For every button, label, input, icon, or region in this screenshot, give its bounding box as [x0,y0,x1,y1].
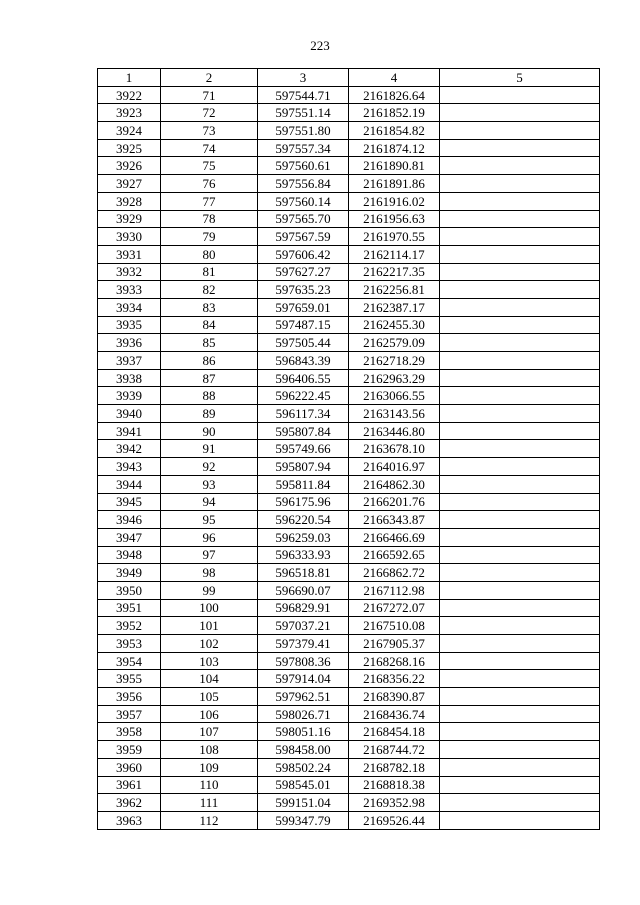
table-cell-col-3: 596117.34 [258,405,349,423]
table-cell-col-2: 103 [161,652,258,670]
table-cell-col-3: 596333.93 [258,546,349,564]
table-cell-col-2: 105 [161,688,258,706]
table-row [98,369,600,387]
table-cell-col-1: 3947 [98,528,161,546]
table-cell-col-3: 597551.14 [258,104,349,122]
table-cell-col-4: 2169526.44 [349,811,440,829]
table-row [98,794,600,812]
table-cell-col-4: 2163446.80 [349,422,440,440]
table-cell-col-5 [440,422,600,440]
table-cell-col-1: 3959 [98,741,161,759]
table-cell-col-2: 74 [161,139,258,157]
table-row [98,210,600,228]
table-row [98,670,600,688]
table-cell-col-4: 2162579.09 [349,334,440,352]
table-cell-col-2: 79 [161,228,258,246]
table-cell-col-2: 88 [161,387,258,405]
table-cell-col-3: 597560.14 [258,192,349,210]
table-cell-col-3: 598458.00 [258,741,349,759]
table-cell-col-1: 3950 [98,581,161,599]
table-cell-col-2: 73 [161,122,258,140]
table-row [98,405,600,423]
table-body [98,86,600,829]
table-row [98,387,600,405]
table-cell-col-4: 2167905.37 [349,635,440,653]
column-header-4: 4 [349,69,440,87]
table-cell-col-4: 2164862.30 [349,475,440,493]
table-cell-col-1: 3943 [98,458,161,476]
table-cell-col-5 [440,298,600,316]
table-cell-col-4: 2168356.22 [349,670,440,688]
table-cell-col-4: 2166592.65 [349,546,440,564]
table-cell-col-2: 107 [161,723,258,741]
table-cell-col-3: 595811.84 [258,475,349,493]
table-row [98,528,600,546]
table-cell-col-2: 87 [161,369,258,387]
table-cell-col-1: 3923 [98,104,161,122]
table-cell-col-2: 112 [161,811,258,829]
table-cell-col-3: 597560.61 [258,157,349,175]
table-cell-col-3: 597505.44 [258,334,349,352]
table-cell-col-2: 108 [161,741,258,759]
table-cell-col-2: 86 [161,352,258,370]
table-row [98,599,600,617]
table-cell-col-5 [440,688,600,706]
table-cell-col-3: 596829.91 [258,599,349,617]
table-row [98,458,600,476]
table-cell-col-2: 76 [161,175,258,193]
table-cell-col-2: 71 [161,86,258,104]
table-cell-col-3: 597544.71 [258,86,349,104]
table-cell-col-1: 3951 [98,599,161,617]
table-cell-col-1: 3940 [98,405,161,423]
table-cell-col-4: 2167112.98 [349,581,440,599]
table-cell-col-5 [440,245,600,263]
table-row [98,617,600,635]
table-cell-col-5 [440,369,600,387]
table-cell-col-3: 595749.66 [258,440,349,458]
table-row [98,298,600,316]
table-cell-col-4: 2168818.38 [349,776,440,794]
table-cell-col-5 [440,546,600,564]
table-cell-col-4: 2166343.87 [349,511,440,529]
table-cell-col-2: 95 [161,511,258,529]
table-cell-col-4: 2161890.81 [349,157,440,175]
table-cell-col-3: 597551.80 [258,122,349,140]
table-cell-col-1: 3954 [98,652,161,670]
table-cell-col-3: 597565.70 [258,210,349,228]
table-cell-col-1: 3944 [98,475,161,493]
table-cell-col-1: 3925 [98,139,161,157]
table-cell-col-2: 80 [161,245,258,263]
table-cell-col-3: 599151.04 [258,794,349,812]
table-cell-col-3: 597627.27 [258,263,349,281]
table-cell-col-1: 3922 [98,86,161,104]
table-cell-col-3: 598051.16 [258,723,349,741]
table-row [98,776,600,794]
table-cell-col-1: 3955 [98,670,161,688]
table-cell-col-4: 2167272.07 [349,599,440,617]
table-cell-col-4: 2161874.12 [349,139,440,157]
table-row [98,316,600,334]
table-cell-col-2: 98 [161,564,258,582]
table-cell-col-3: 597659.01 [258,298,349,316]
table-row [98,652,600,670]
table-cell-col-4: 2161956.63 [349,210,440,228]
table-row [98,334,600,352]
table-cell-col-4: 2161854.82 [349,122,440,140]
table-cell-col-2: 97 [161,546,258,564]
table-cell-col-3: 598026.71 [258,705,349,723]
table-row [98,245,600,263]
table-cell-col-5 [440,705,600,723]
table-cell-col-1: 3924 [98,122,161,140]
table-cell-col-1: 3942 [98,440,161,458]
table-cell-col-5 [440,387,600,405]
table-row [98,564,600,582]
table-cell-col-1: 3961 [98,776,161,794]
table-cell-col-5 [440,617,600,635]
table-header-row [98,69,600,87]
table-cell-col-1: 3948 [98,546,161,564]
table-row [98,723,600,741]
table-row [98,811,600,829]
table-cell-col-1: 3938 [98,369,161,387]
column-header-5: 5 [440,69,600,87]
table-row [98,440,600,458]
table-cell-col-2: 109 [161,758,258,776]
table-cell-col-3: 596690.07 [258,581,349,599]
table-cell-col-3: 598502.24 [258,758,349,776]
table-cell-col-4: 2163678.10 [349,440,440,458]
table-cell-col-3: 597914.04 [258,670,349,688]
table-cell-col-3: 596175.96 [258,493,349,511]
table-cell-col-4: 2168454.18 [349,723,440,741]
table-cell-col-5 [440,564,600,582]
table-cell-col-1: 3957 [98,705,161,723]
table-cell-col-4: 2162963.29 [349,369,440,387]
table-row [98,192,600,210]
table-row [98,758,600,776]
table-cell-col-4: 2168268.16 [349,652,440,670]
table-cell-col-1: 3936 [98,334,161,352]
table-cell-col-1: 3928 [98,192,161,210]
table-cell-col-5 [440,493,600,511]
table-cell-col-4: 2162256.81 [349,281,440,299]
table-cell-col-5 [440,652,600,670]
table-cell-col-2: 92 [161,458,258,476]
table-row [98,86,600,104]
table-cell-col-1: 3926 [98,157,161,175]
table-cell-col-5 [440,228,600,246]
table-row [98,511,600,529]
table-cell-col-4: 2161970.55 [349,228,440,246]
table-cell-col-2: 82 [161,281,258,299]
table-row [98,139,600,157]
table-cell-col-5 [440,139,600,157]
table-cell-col-3: 596843.39 [258,352,349,370]
table-cell-col-3: 597962.51 [258,688,349,706]
table-row [98,263,600,281]
table-cell-col-1: 3952 [98,617,161,635]
table-cell-col-5 [440,811,600,829]
table-cell-col-2: 93 [161,475,258,493]
table-cell-col-2: 89 [161,405,258,423]
table-cell-col-3: 597808.36 [258,652,349,670]
table-cell-col-2: 77 [161,192,258,210]
table-cell-col-2: 100 [161,599,258,617]
table-cell-col-2: 75 [161,157,258,175]
table-cell-col-2: 85 [161,334,258,352]
column-header-1: 1 [98,69,161,87]
table-cell-col-3: 597487.15 [258,316,349,334]
table-cell-col-1: 3930 [98,228,161,246]
table-cell-col-4: 2163143.56 [349,405,440,423]
table-cell-col-4: 2164016.97 [349,458,440,476]
table-cell-col-2: 91 [161,440,258,458]
table-cell-col-4: 2166201.76 [349,493,440,511]
table-cell-col-5 [440,122,600,140]
table-cell-col-2: 99 [161,581,258,599]
table-cell-col-2: 90 [161,422,258,440]
table-row [98,475,600,493]
table-cell-col-4: 2162455.30 [349,316,440,334]
table-cell-col-3: 595807.84 [258,422,349,440]
table-cell-col-2: 102 [161,635,258,653]
table-cell-col-3: 597556.84 [258,175,349,193]
table-cell-col-1: 3960 [98,758,161,776]
page-number: 223 [310,38,330,53]
table-cell-col-1: 3946 [98,511,161,529]
table-cell-col-5 [440,86,600,104]
table-cell-col-1: 3927 [98,175,161,193]
table-cell-col-1: 3962 [98,794,161,812]
table-cell-col-5 [440,723,600,741]
table-row [98,688,600,706]
table-cell-col-1: 3929 [98,210,161,228]
table-cell-col-4: 2162387.17 [349,298,440,316]
table-cell-col-5 [440,440,600,458]
table-cell-col-4: 2166466.69 [349,528,440,546]
table-cell-col-3: 596518.81 [258,564,349,582]
table-cell-col-4: 2167510.08 [349,617,440,635]
table-cell-col-3: 597037.21 [258,617,349,635]
table-cell-col-4: 2162114.17 [349,245,440,263]
table-cell-col-1: 3953 [98,635,161,653]
table-cell-col-3: 596259.03 [258,528,349,546]
table-cell-col-2: 94 [161,493,258,511]
table-cell-col-2: 84 [161,316,258,334]
table-cell-col-1: 3931 [98,245,161,263]
table-cell-col-4: 2161852.19 [349,104,440,122]
table-cell-col-2: 96 [161,528,258,546]
table-cell-col-1: 3945 [98,493,161,511]
table-cell-col-5 [440,635,600,653]
table-cell-col-5 [440,104,600,122]
table-cell-col-2: 111 [161,794,258,812]
table-cell-col-4: 2163066.55 [349,387,440,405]
table-cell-col-2: 78 [161,210,258,228]
table-cell-col-3: 597567.59 [258,228,349,246]
table-row [98,175,600,193]
table-cell-col-5 [440,475,600,493]
table-cell-col-3: 596406.55 [258,369,349,387]
table-cell-col-5 [440,352,600,370]
table-cell-col-1: 3956 [98,688,161,706]
table-cell-col-5 [440,741,600,759]
table-cell-col-5 [440,175,600,193]
table-row [98,228,600,246]
table-cell-col-4: 2168782.18 [349,758,440,776]
table-row [98,705,600,723]
column-header-3: 3 [258,69,349,87]
table-cell-col-5 [440,758,600,776]
table-cell-col-2: 83 [161,298,258,316]
table-cell-col-4: 2161916.02 [349,192,440,210]
table-cell-col-1: 3934 [98,298,161,316]
table-cell-col-3: 596220.54 [258,511,349,529]
table-cell-col-5 [440,670,600,688]
table-cell-col-5 [440,794,600,812]
table-cell-col-3: 597557.34 [258,139,349,157]
table-row [98,546,600,564]
table-cell-col-2: 106 [161,705,258,723]
table-row [98,635,600,653]
table-row [98,581,600,599]
table-row [98,104,600,122]
table-cell-col-5 [440,210,600,228]
table-cell-col-3: 599347.79 [258,811,349,829]
table-cell-col-4: 2162217.35 [349,263,440,281]
table-cell-col-2: 110 [161,776,258,794]
table-cell-col-5 [440,192,600,210]
table-cell-col-3: 597379.41 [258,635,349,653]
table-cell-col-5 [440,581,600,599]
table-cell-col-2: 81 [161,263,258,281]
table-row [98,422,600,440]
table-cell-col-3: 598545.01 [258,776,349,794]
table-cell-col-5 [440,316,600,334]
table-cell-col-3: 596222.45 [258,387,349,405]
table-cell-col-2: 101 [161,617,258,635]
table-row [98,741,600,759]
table-row [98,122,600,140]
table-cell-col-5 [440,263,600,281]
table-cell-col-1: 3941 [98,422,161,440]
table-row [98,157,600,175]
table-cell-col-2: 72 [161,104,258,122]
table-cell-col-5 [440,528,600,546]
table-cell-col-1: 3935 [98,316,161,334]
table-cell-col-1: 3937 [98,352,161,370]
table-cell-col-4: 2168744.72 [349,741,440,759]
table-row [98,281,600,299]
table-cell-col-4: 2168390.87 [349,688,440,706]
table-cell-col-5 [440,405,600,423]
table-cell-col-4: 2168436.74 [349,705,440,723]
table-row [98,493,600,511]
table-cell-col-1: 3963 [98,811,161,829]
table-cell-col-5 [440,776,600,794]
table-cell-col-4: 2166862.72 [349,564,440,582]
table-cell-col-4: 2161826.64 [349,86,440,104]
table-cell-col-1: 3932 [98,263,161,281]
table-cell-col-1: 3933 [98,281,161,299]
table-cell-col-3: 595807.94 [258,458,349,476]
table-cell-col-3: 597606.42 [258,245,349,263]
table-cell-col-2: 104 [161,670,258,688]
table-cell-col-5 [440,458,600,476]
table-cell-col-1: 3939 [98,387,161,405]
table-cell-col-4: 2161891.86 [349,175,440,193]
table-cell-col-5 [440,281,600,299]
table-row [98,352,600,370]
table-cell-col-1: 3958 [98,723,161,741]
table-cell-col-5 [440,599,600,617]
table-cell-col-4: 2169352.98 [349,794,440,812]
table-cell-col-5 [440,157,600,175]
table-cell-col-5 [440,334,600,352]
table-cell-col-1: 3949 [98,564,161,582]
table-cell-col-5 [440,511,600,529]
column-header-2: 2 [161,69,258,87]
table-cell-col-4: 2162718.29 [349,352,440,370]
table-cell-col-3: 597635.23 [258,281,349,299]
coordinates-table [97,68,600,830]
